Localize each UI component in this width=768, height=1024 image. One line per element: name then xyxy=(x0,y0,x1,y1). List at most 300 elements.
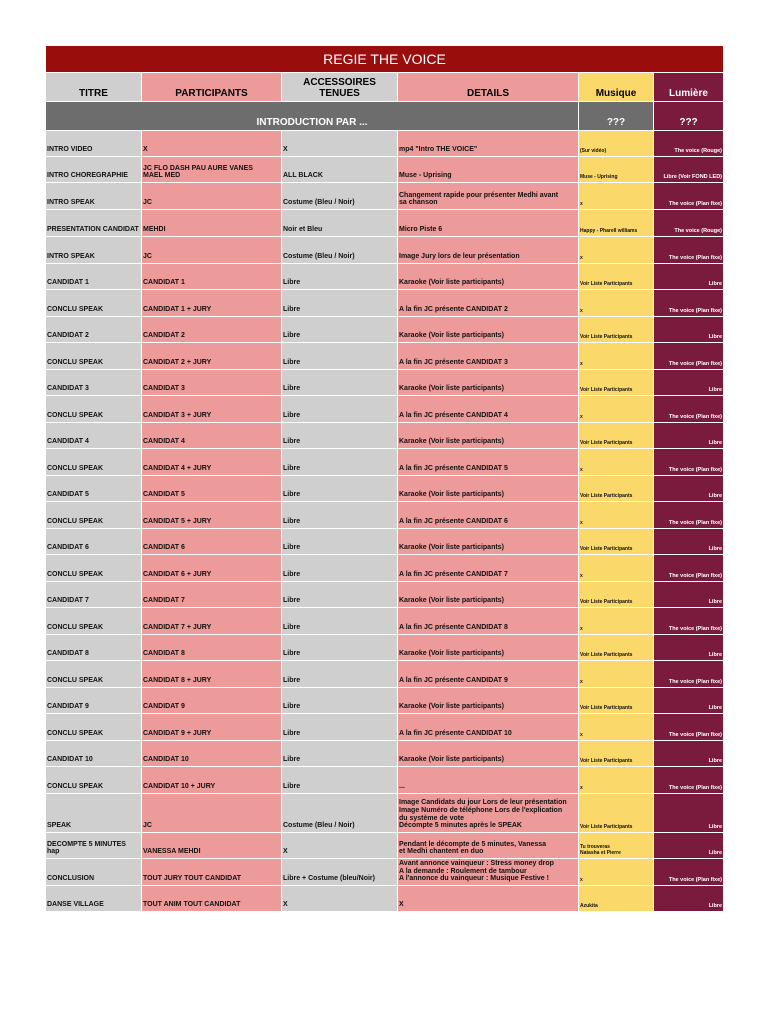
cell-details-text: Karaoke (Voir liste participants) xyxy=(399,385,504,393)
cell-details-text: Pendant le décompte de 5 minutes, Vanessa et Medhi chantent en duo xyxy=(399,840,547,856)
cell-accessoires-text: Libre xyxy=(283,650,301,658)
cell-accessoires-text: Libre xyxy=(283,279,301,287)
cell-titre-text: INTRO CHOREGRAPHIE xyxy=(47,172,128,180)
cell-titre xyxy=(46,449,142,476)
cell-lumiere-text: The voice (Plan fixe) xyxy=(668,625,723,632)
cell-titre xyxy=(46,210,142,237)
cell-titre-text: CONCLU SPEAK xyxy=(47,465,104,473)
cell-details xyxy=(398,608,579,635)
cell-accessoires xyxy=(282,886,398,912)
cell-accessoires-text: Libre xyxy=(283,571,301,579)
cell-participants xyxy=(142,688,282,714)
cell-accessoires-text: Libre xyxy=(283,597,301,605)
cell-lumiere xyxy=(654,370,724,396)
cell-details xyxy=(398,210,579,237)
cell-musique xyxy=(579,396,654,423)
cell-participants-text: TOUT ANIM TOUT CANDIDAT xyxy=(143,901,241,909)
cell-participants xyxy=(142,317,282,343)
cell-accessoires xyxy=(282,317,398,343)
cell-accessoires xyxy=(282,608,398,635)
cell-accessoires xyxy=(282,449,398,476)
cell-accessoires xyxy=(282,210,398,237)
cell-musique xyxy=(579,582,654,608)
cell-lumiere-text: The voice (Plan fixe) xyxy=(668,678,723,685)
cell-participants-text: CANDIDAT 6 + JURY xyxy=(143,571,212,579)
cell-musique-text: x xyxy=(580,876,583,883)
sheet-title: REGIE THE VOICE xyxy=(46,46,724,73)
cell-accessoires xyxy=(282,529,398,555)
cell-details-text: A la fin JC présente CANDIDAT 3 xyxy=(399,359,508,367)
cell-lumiere xyxy=(654,608,724,635)
cell-accessoires xyxy=(282,423,398,449)
cell-participants-text: CANDIDAT 8 + JURY xyxy=(143,677,212,685)
cell-accessoires-text: Libre xyxy=(283,491,301,499)
cell-details xyxy=(398,714,579,741)
cell-titre-text: CANDIDAT 7 xyxy=(47,597,89,605)
table-row xyxy=(46,396,724,423)
cell-lumiere xyxy=(654,529,724,555)
table-row xyxy=(46,555,724,582)
cell-accessoires-text: Libre xyxy=(283,624,301,632)
cell-lumiere-text: Libre xyxy=(708,704,723,711)
cell-details-text: Image Candidats du jour Lors de leur présentation Image Numéro de téléphone Lors de l'explication du système de vote Décompte 5 minutes après le SPEAK xyxy=(399,799,567,830)
cell-details xyxy=(398,502,579,529)
cell-musique xyxy=(579,476,654,502)
cell-participants-text: TOUT JURY TOUT CANDIDAT xyxy=(143,875,242,883)
cell-details xyxy=(398,264,579,290)
cell-details xyxy=(398,131,579,157)
cell-musique xyxy=(579,264,654,290)
cell-musique xyxy=(579,183,654,210)
cell-participants xyxy=(142,661,282,688)
cell-details-text: Karaoke (Voir liste participants) xyxy=(399,597,504,605)
cell-participants xyxy=(142,794,282,833)
cell-titre-text: INTRO SPEAK xyxy=(47,253,95,261)
cell-musique xyxy=(579,237,654,264)
cell-titre-text: INTRO VIDEO xyxy=(47,146,93,154)
cell-participants-text: CANDIDAT 9 + JURY xyxy=(143,730,212,738)
cell-participants-text: CANDIDAT 10 + JURY xyxy=(143,783,216,791)
cell-accessoires xyxy=(282,635,398,661)
cell-titre xyxy=(46,183,142,210)
cell-details-text: Karaoke (Voir liste participants) xyxy=(399,438,504,446)
cell-titre xyxy=(46,502,142,529)
cell-titre xyxy=(46,396,142,423)
cell-musique-text: Voir Liste Participants xyxy=(580,598,633,605)
cell-participants xyxy=(142,237,282,264)
cell-participants xyxy=(142,423,282,449)
cell-musique-text: Voir Liste Participants xyxy=(580,704,633,711)
cell-details xyxy=(398,767,579,794)
cell-accessoires-text: X xyxy=(283,901,288,909)
cell-participants xyxy=(142,264,282,290)
cell-titre xyxy=(46,343,142,370)
cell-participants xyxy=(142,859,282,886)
cell-details-text: Micro Piste 6 xyxy=(399,226,443,234)
cell-musique-text: x xyxy=(580,254,583,261)
cell-details xyxy=(398,157,579,183)
cell-musique-text: x xyxy=(580,519,583,526)
cell-participants xyxy=(142,714,282,741)
cell-participants-text: CANDIDAT 10 xyxy=(143,756,189,764)
cell-accessoires xyxy=(282,833,398,859)
cell-titre-text: CONCLU SPEAK xyxy=(47,359,104,367)
cell-titre xyxy=(46,476,142,502)
cell-accessoires-text: Libre xyxy=(283,677,301,685)
cell-participants xyxy=(142,476,282,502)
cell-details xyxy=(398,886,579,912)
header-row xyxy=(46,73,724,102)
cell-lumiere xyxy=(654,714,724,741)
cell-titre-text: CONCLU SPEAK xyxy=(47,677,104,685)
cell-musique-text: x xyxy=(580,784,583,791)
cell-titre xyxy=(46,767,142,794)
cell-musique-text: (Sur vidéo) xyxy=(580,147,607,154)
cell-lumiere-text: The voice (Rouge) xyxy=(674,227,723,234)
header-titre: TITRE xyxy=(46,73,142,102)
cell-musique-text: Voir Liste Participants xyxy=(580,439,633,446)
cell-titre-text: CONCLU SPEAK xyxy=(47,730,104,738)
table-row xyxy=(46,210,724,237)
cell-musique-text: Voir Liste Participants xyxy=(580,333,633,340)
cell-accessoires xyxy=(282,370,398,396)
cell-lumiere-text: Libre (Voir FOND LED) xyxy=(663,173,723,180)
cell-musique-text: Voir Liste Participants xyxy=(580,492,633,499)
cell-lumiere xyxy=(654,264,724,290)
intro-musique: ??? xyxy=(579,102,654,131)
cell-titre xyxy=(46,794,142,833)
cell-accessoires-text: Costume (Bleu / Noir) xyxy=(283,253,355,261)
cell-lumiere-text: Libre xyxy=(708,651,723,658)
cell-details xyxy=(398,449,579,476)
cell-lumiere xyxy=(654,859,724,886)
cell-details xyxy=(398,635,579,661)
table-row xyxy=(46,183,724,210)
table-row xyxy=(46,502,724,529)
table-row xyxy=(46,608,724,635)
table-row xyxy=(46,661,724,688)
cell-lumiere-text: Libre xyxy=(708,280,723,287)
cell-lumiere xyxy=(654,688,724,714)
table-row xyxy=(46,157,724,183)
cell-participants-text: CANDIDAT 2 + JURY xyxy=(143,359,212,367)
cell-lumiere-text: The voice (Plan fixe) xyxy=(668,731,723,738)
table-row xyxy=(46,237,724,264)
cell-participants-text: CANDIDAT 9 xyxy=(143,703,185,711)
cell-titre xyxy=(46,688,142,714)
cell-accessoires-text: X xyxy=(283,848,288,856)
cell-details xyxy=(398,794,579,833)
cell-musique-text: x xyxy=(580,360,583,367)
cell-titre-text: CONCLU SPEAK xyxy=(47,783,104,791)
cell-accessoires-text: Libre xyxy=(283,332,301,340)
cell-participants-text: VANESSA MEHDI xyxy=(143,848,201,856)
cell-lumiere xyxy=(654,555,724,582)
cell-musique-text: x xyxy=(580,731,583,738)
cell-participants-text: CANDIDAT 2 xyxy=(143,332,185,340)
cell-details-text: Changement rapide pour présenter Medhi avant sa chanson xyxy=(399,191,559,207)
cell-participants-text: CANDIDAT 1 xyxy=(143,279,185,287)
cell-lumiere xyxy=(654,449,724,476)
cell-titre xyxy=(46,423,142,449)
cell-accessoires xyxy=(282,661,398,688)
cell-details xyxy=(398,370,579,396)
cell-details xyxy=(398,183,579,210)
cell-details-text: Karaoke (Voir liste participants) xyxy=(399,703,504,711)
table-row xyxy=(46,264,724,290)
cell-accessoires xyxy=(282,131,398,157)
cell-musique-text: x xyxy=(580,572,583,579)
cell-accessoires-text: Libre xyxy=(283,438,301,446)
cell-titre-text: CONCLU SPEAK xyxy=(47,306,104,314)
cell-participants-text: CANDIDAT 6 xyxy=(143,544,185,552)
cell-titre xyxy=(46,833,142,859)
cell-accessoires-text: ALL BLACK xyxy=(283,172,323,180)
cell-titre-text: CONCLU SPEAK xyxy=(47,412,104,420)
cell-participants xyxy=(142,157,282,183)
cell-lumiere-text: The voice (Plan fixe) xyxy=(668,519,723,526)
cell-participants-text: JC xyxy=(143,253,152,261)
cell-lumiere xyxy=(654,157,724,183)
cell-details-text: A la fin JC présente CANDIDAT 7 xyxy=(399,571,508,579)
cell-musique xyxy=(579,688,654,714)
cell-lumiere-text: Libre xyxy=(708,598,723,605)
cell-details-text: A la fin JC présente CANDIDAT 8 xyxy=(399,624,508,632)
cell-participants xyxy=(142,449,282,476)
cell-participants-text: X xyxy=(143,146,148,154)
table-row xyxy=(46,794,724,833)
regie-table xyxy=(45,45,724,912)
cell-lumiere xyxy=(654,661,724,688)
cell-musique xyxy=(579,794,654,833)
cell-titre-text: CONCLUSION xyxy=(47,875,95,883)
cell-participants xyxy=(142,767,282,794)
table-row xyxy=(46,833,724,859)
cell-lumiere-text: The voice (Plan fixe) xyxy=(668,254,723,261)
cell-musique xyxy=(579,886,654,912)
cell-accessoires-text: Costume (Bleu / Noir) xyxy=(283,199,355,207)
cell-titre-text: INTRO SPEAK xyxy=(47,199,95,207)
cell-accessoires-text: Libre + Costume (bleu/Noir) xyxy=(283,875,375,883)
cell-musique-text: x xyxy=(580,678,583,685)
table-row xyxy=(46,449,724,476)
cell-participants-text: MEHDI xyxy=(143,226,166,234)
cell-titre xyxy=(46,661,142,688)
cell-details-text: Karaoke (Voir liste participants) xyxy=(399,332,504,340)
cell-details xyxy=(398,423,579,449)
cell-titre-text: SPEAK xyxy=(47,822,72,830)
cell-details xyxy=(398,343,579,370)
cell-lumiere xyxy=(654,886,724,912)
cell-lumiere xyxy=(654,476,724,502)
cell-titre xyxy=(46,741,142,767)
cell-musique xyxy=(579,290,654,317)
cell-lumiere xyxy=(654,582,724,608)
table-row xyxy=(46,476,724,502)
cell-accessoires-text: Libre xyxy=(283,730,301,738)
cell-musique xyxy=(579,741,654,767)
header-details: DETAILS xyxy=(398,73,579,102)
cell-musique-text: Voir Liste Participants xyxy=(580,280,633,287)
cell-details xyxy=(398,317,579,343)
cell-musique xyxy=(579,608,654,635)
cell-participants-text: JC xyxy=(143,199,152,207)
cell-accessoires xyxy=(282,859,398,886)
cell-titre-text: CONCLU SPEAK xyxy=(47,624,104,632)
table-row xyxy=(46,582,724,608)
cell-titre-text: CONCLU SPEAK xyxy=(47,518,104,526)
cell-accessoires xyxy=(282,476,398,502)
cell-musique-text: x xyxy=(580,413,583,420)
cell-details-text: Image Jury lors de leur présentation xyxy=(399,253,520,261)
cell-musique-text: Voir Liste Participants xyxy=(580,545,633,552)
cell-lumiere-text: The voice (Plan fixe) xyxy=(668,466,723,473)
cell-lumiere-text: Libre xyxy=(708,902,723,909)
cell-details-text: A la fin JC présente CANDIDAT 4 xyxy=(399,412,508,420)
table-row xyxy=(46,741,724,767)
cell-lumiere xyxy=(654,343,724,370)
cell-titre-text: CANDIDAT 4 xyxy=(47,438,89,446)
cell-musique xyxy=(579,502,654,529)
cell-musique xyxy=(579,131,654,157)
cell-details xyxy=(398,237,579,264)
cell-details-text: A la fin JC présente CANDIDAT 2 xyxy=(399,306,508,314)
cell-participants xyxy=(142,396,282,423)
cell-titre-text: CANDIDAT 1 xyxy=(47,279,89,287)
cell-titre xyxy=(46,237,142,264)
cell-details-text: mp4 "Intro THE VOICE" xyxy=(399,146,478,154)
cell-titre-text: CANDIDAT 6 xyxy=(47,544,89,552)
cell-musique-text: x xyxy=(580,307,583,314)
cell-titre-text: CANDIDAT 9 xyxy=(47,703,89,711)
cell-lumiere-text: The voice (Plan fixe) xyxy=(668,360,723,367)
cell-accessoires-text: Libre xyxy=(283,518,301,526)
header-musique: Musique xyxy=(579,73,654,102)
cell-details-text: Karaoke (Voir liste participants) xyxy=(399,650,504,658)
cell-lumiere-text: The voice (Plan fixe) xyxy=(668,876,723,883)
cell-details-text: Karaoke (Voir liste participants) xyxy=(399,756,504,764)
cell-participants-text: CANDIDAT 4 xyxy=(143,438,185,446)
cell-lumiere xyxy=(654,423,724,449)
cell-titre xyxy=(46,859,142,886)
cell-participants xyxy=(142,343,282,370)
cell-lumiere xyxy=(654,131,724,157)
cell-accessoires-text: Libre xyxy=(283,544,301,552)
cell-participants-text: CANDIDAT 7 xyxy=(143,597,185,605)
cell-titre xyxy=(46,529,142,555)
table-row xyxy=(46,423,724,449)
cell-details-text: A la fin JC présente CANDIDAT 10 xyxy=(399,730,512,738)
cell-participants-text: JC xyxy=(143,822,152,830)
cell-accessoires-text: Libre xyxy=(283,756,301,764)
cell-titre-text: CANDIDAT 10 xyxy=(47,756,93,764)
header-participants: PARTICIPANTS xyxy=(142,73,282,102)
cell-lumiere xyxy=(654,635,724,661)
cell-lumiere xyxy=(654,396,724,423)
table-row xyxy=(46,688,724,714)
cell-details xyxy=(398,688,579,714)
cell-titre-text: DECOMPTE 5 MINUTES hap xyxy=(47,840,126,856)
cell-lumiere xyxy=(654,237,724,264)
intro-label: INTRODUCTION PAR ... xyxy=(46,102,579,131)
regie-sheet xyxy=(45,45,723,912)
table-row xyxy=(46,714,724,741)
cell-accessoires-text: Costume (Bleu / Noir) xyxy=(283,822,355,830)
cell-musique-text: Tu trouveras Natasha et Pierre xyxy=(580,844,621,856)
cell-details-text: Karaoke (Voir liste participants) xyxy=(399,544,504,552)
cell-accessoires xyxy=(282,396,398,423)
cell-participants-text: CANDIDAT 3 + JURY xyxy=(143,412,212,420)
cell-lumiere-text: Libre xyxy=(708,757,723,764)
cell-accessoires xyxy=(282,237,398,264)
cell-titre xyxy=(46,582,142,608)
cell-lumiere-text: The voice (Plan fixe) xyxy=(668,200,723,207)
cell-details-text: Muse - Uprising xyxy=(399,172,452,180)
cell-titre xyxy=(46,264,142,290)
cell-participants-text: JC FLO DASH PAU AURE VANES MAEL MED xyxy=(143,164,253,180)
cell-titre xyxy=(46,290,142,317)
cell-accessoires xyxy=(282,794,398,833)
cell-titre xyxy=(46,635,142,661)
cell-musique-text: Voir Liste Participants xyxy=(580,823,633,830)
table-row xyxy=(46,317,724,343)
cell-accessoires xyxy=(282,264,398,290)
cell-musique-text: x xyxy=(580,625,583,632)
cell-titre-text: PRESENTATION CANDIDAT xyxy=(47,226,139,234)
cell-musique xyxy=(579,317,654,343)
cell-accessoires-text: Libre xyxy=(283,465,301,473)
cell-musique-text: Voir Liste Participants xyxy=(580,386,633,393)
cell-accessoires xyxy=(282,343,398,370)
cell-musique xyxy=(579,714,654,741)
cell-titre xyxy=(46,886,142,912)
cell-details xyxy=(398,661,579,688)
cell-lumiere xyxy=(654,741,724,767)
cell-titre-text: CANDIDAT 5 xyxy=(47,491,89,499)
cell-musique-text: Azukita xyxy=(580,902,598,909)
cell-details xyxy=(398,582,579,608)
cell-details-text: A la fin JC présente CANDIDAT 6 xyxy=(399,518,508,526)
cell-accessoires-text: Noir et Bleu xyxy=(283,226,323,234)
cell-participants xyxy=(142,370,282,396)
table-row xyxy=(46,370,724,396)
cell-accessoires-text: Libre xyxy=(283,703,301,711)
cell-musique xyxy=(579,529,654,555)
table-row xyxy=(46,290,724,317)
cell-participants-text: CANDIDAT 8 xyxy=(143,650,185,658)
cell-details-text: A la fin JC présente CANDIDAT 5 xyxy=(399,465,508,473)
cell-accessoires xyxy=(282,157,398,183)
cell-participants xyxy=(142,635,282,661)
cell-musique-text: x xyxy=(580,200,583,207)
cell-accessoires-text: Libre xyxy=(283,385,301,393)
cell-lumiere-text: Libre xyxy=(708,849,723,856)
cell-participants xyxy=(142,833,282,859)
cell-lumiere xyxy=(654,767,724,794)
cell-musique xyxy=(579,833,654,859)
cell-titre-text: DANSE VILLAGE xyxy=(47,901,104,909)
cell-musique-text: Voir Liste Participants xyxy=(580,651,633,658)
cell-lumiere-text: Libre xyxy=(708,492,723,499)
cell-accessoires xyxy=(282,290,398,317)
cell-titre xyxy=(46,370,142,396)
cell-participants xyxy=(142,582,282,608)
table-row xyxy=(46,886,724,912)
cell-titre-text: CANDIDAT 3 xyxy=(47,385,89,393)
cell-accessoires xyxy=(282,741,398,767)
cell-details xyxy=(398,396,579,423)
cell-titre xyxy=(46,555,142,582)
